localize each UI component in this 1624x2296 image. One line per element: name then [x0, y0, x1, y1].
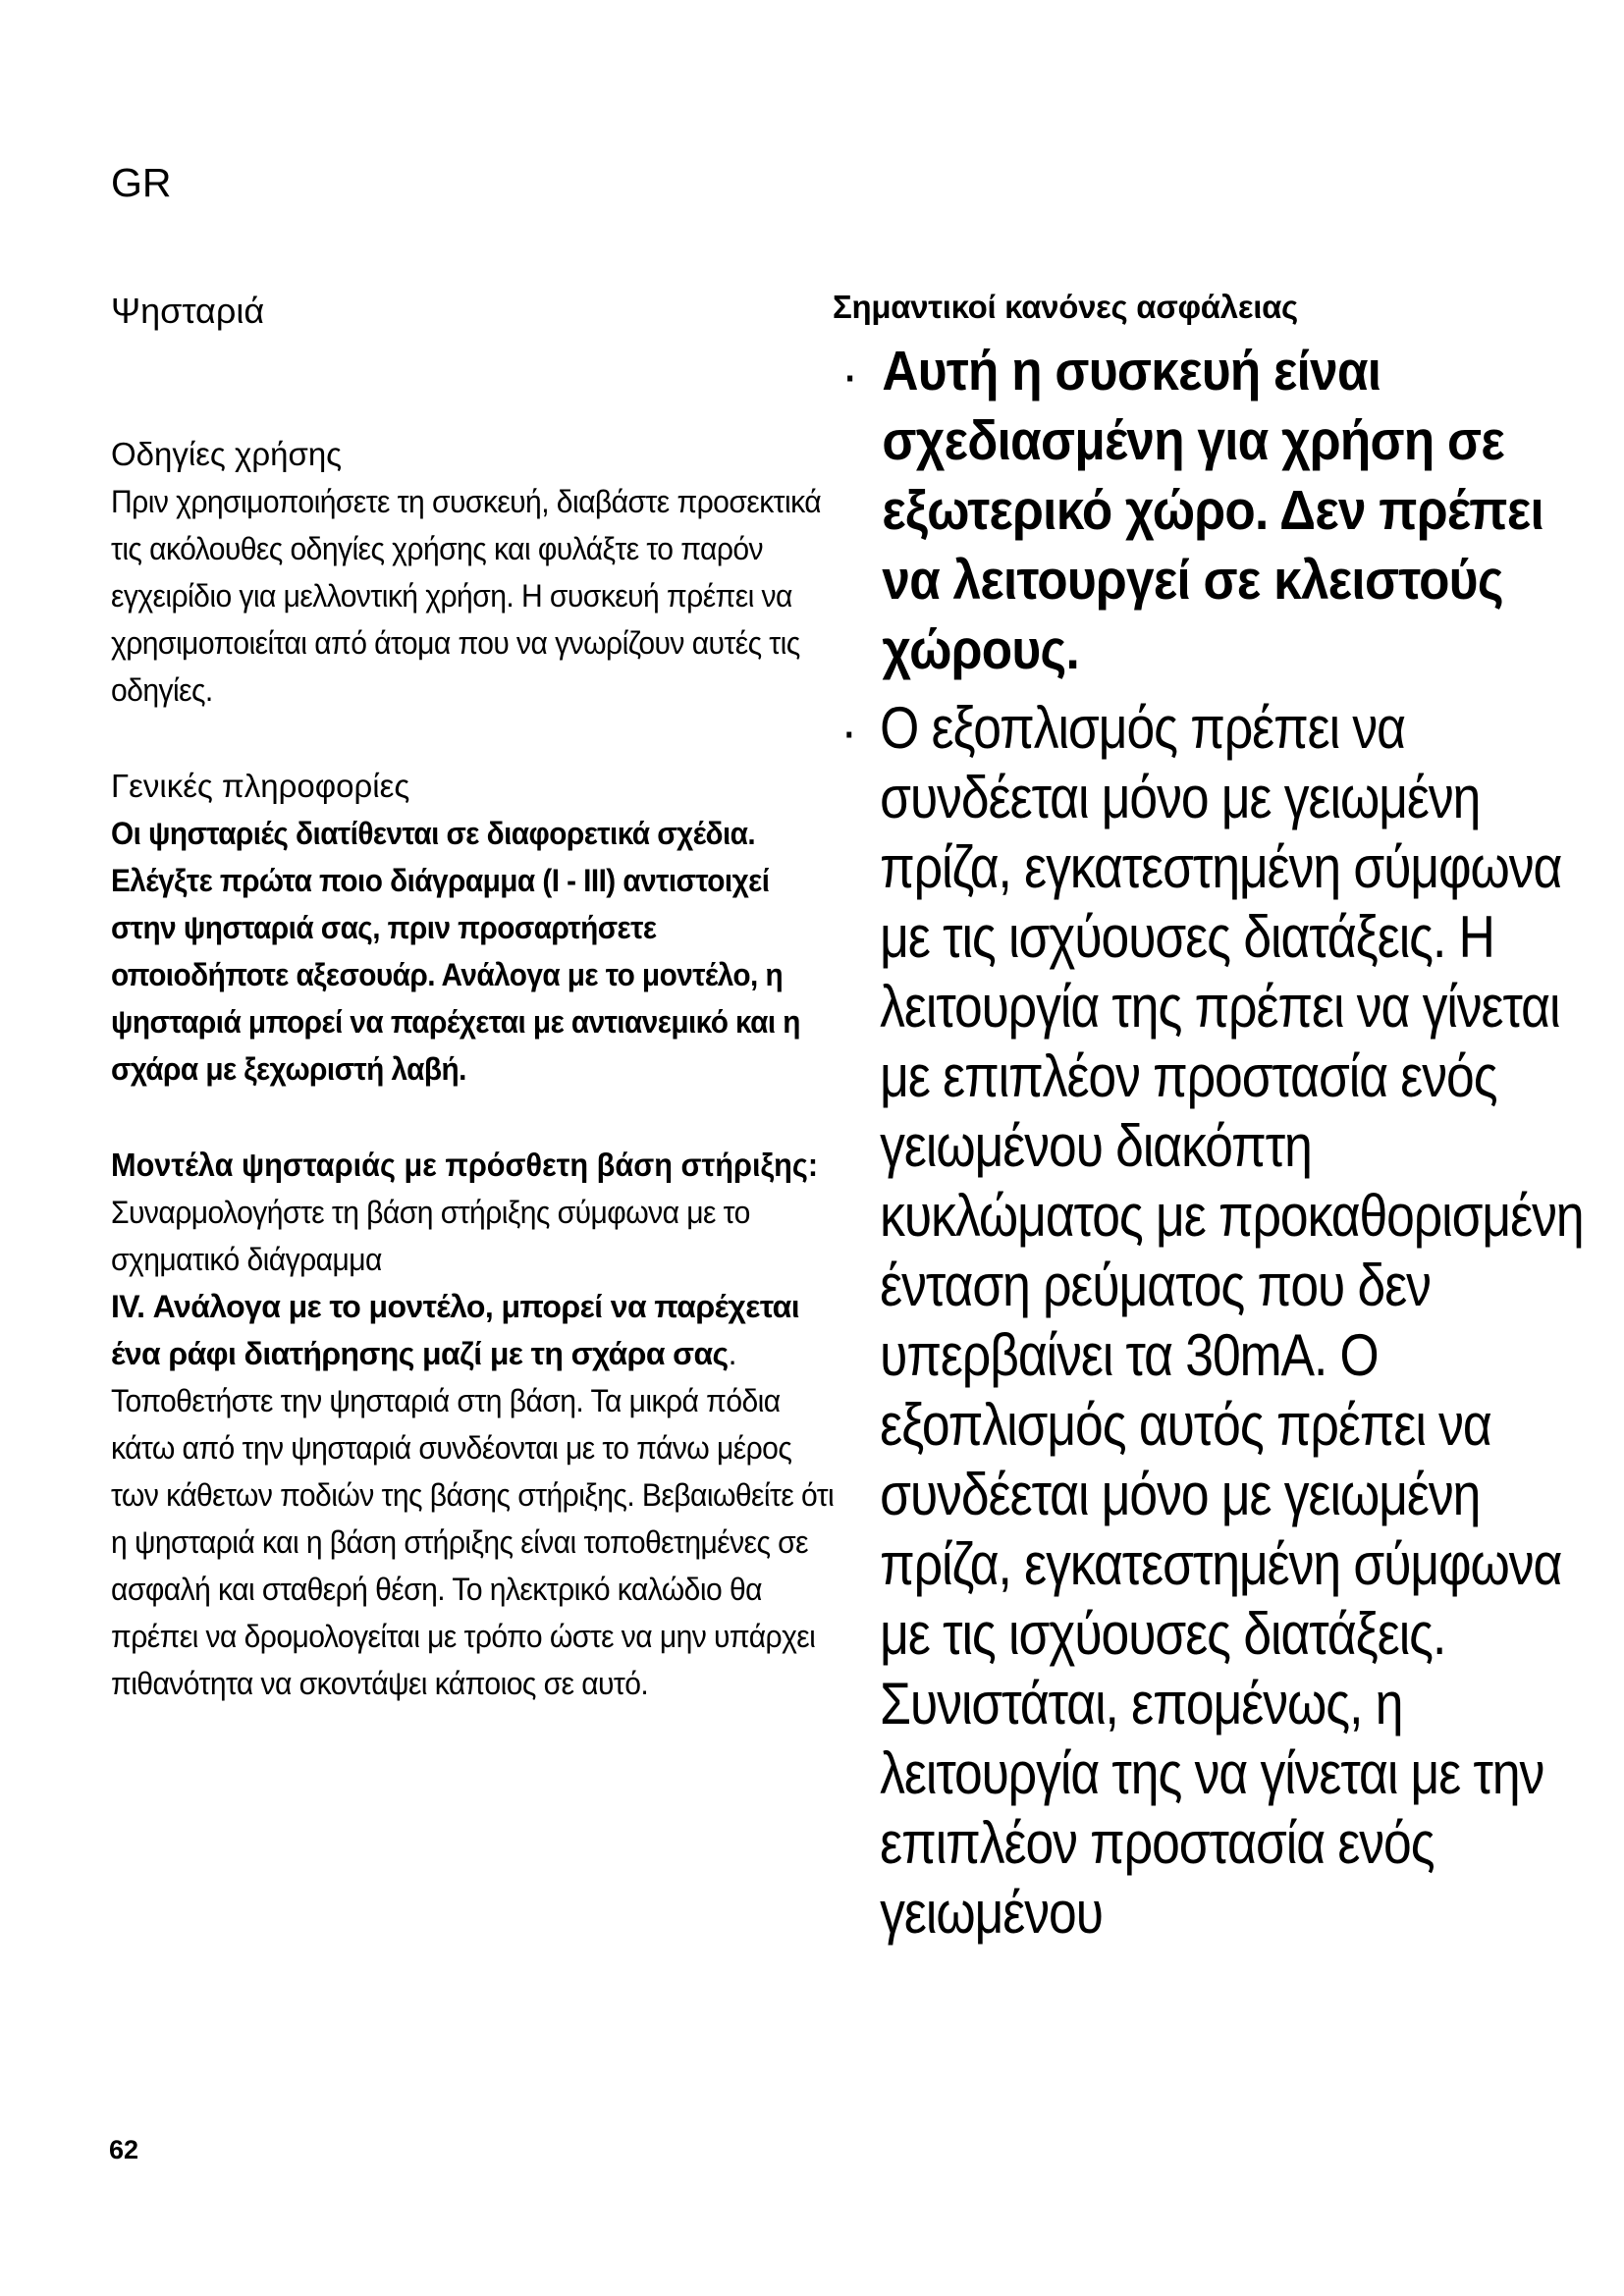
left-column	[111, 290, 838, 1707]
bullet-icon: ·	[844, 714, 855, 757]
general-section	[111, 763, 838, 1093]
bullet-icon: ·	[844, 357, 856, 400]
stand-rack-text	[111, 1283, 838, 1377]
usage-heading: Οδηγίες χρήσης	[111, 436, 343, 473]
right-column	[833, 284, 1584, 1948]
language-code: GR	[111, 160, 172, 205]
stand-models-section	[111, 1142, 838, 1707]
stand-assembly-text: Συναρμολογήστε τη βάση στήριξης σύμφωνα με το σχηματικό διάγραμμα	[111, 1195, 750, 1278]
safety-bullet-grounding-text: Ο εξοπλισμός πρέπει να συνδέεται μόνο με γειωμένη πρίζα, εγκατεστημένη σύμφωνα με τις ισχύουσες διατάξεις. Η λειτουργία της πρέπει να γίνεται με επιπλέον προστασία ενός γειωμένου διακόπτη κυκλώματος με προκαθορισμένη ένταση ρεύματος που δεν υπερβαίνει τα 30mA. Ο εξοπλισμός αυτός πρέπει να συνδέεται μόνο με γειωμένη πρίζα, εγκατεστημένη σύμφωνα με τις ισχύουσες διατάξεις. Συνιστάται, επομένως, η λειτουργία της να γίνεται με την επιπλέον προστασία ενός γειωμένου	[880, 695, 1584, 1946]
stand-placement-text: Τοποθετήστε την ψησταριά στη βάση. Τα μικρά πόδια κάτω από την ψησταριά συνδέονται με το πάνω μέρος των κάθετων ποδιών της βάσης στήριξης. Βεβαιωθείτε ότι η ψησταριά και η βάση στήριξης είναι τοποθετημένες σε ασφαλή και σταθερή θέση. Το ηλεκτρικό καλώδιο θα πρέπει να δρομολογείται με τρόπο ώστε να μην υπάρχει πιθανότητα να σκοντάψει κάποιος σε αυτό.	[111, 1383, 835, 1702]
general-heading: Γενικές πληροφορίες	[111, 768, 410, 805]
usage-section	[111, 431, 838, 714]
safety-bullet-grounding	[833, 693, 1585, 1948]
usage-text: Πριν χρησιμοποιήσετε τη συσκευή, διαβάστε προσεκτικά τις ακόλουθες οδηγίες χρήσης και φυλάξτε το παρόν εγχειρίδιο για μελλοντική χρήση. Η συσκευή πρέπει να χρησιμοποιείται από άτομα που να γνωρίζουν αυτές τις οδηγίες.	[111, 484, 822, 709]
page-number: 62	[109, 2135, 139, 2164]
page-title: Ψησταριά	[111, 291, 265, 331]
general-text: Οι ψησταριές διατίθενται σε διαφορετικά σχέδια. Ελέγξτε πρώτα ποιο διάγραμμα (I - III) αντιστοιχεί στην ψησταριά σας, πριν προσαρτήσετε οποιοδήποτε αξεσουάρ. Ανάλογα με το μοντέλο, η ψησταριά μπορεί να παρέχεται με αντιανεμικό και η σχάρα με ξεχωριστή λαβή.	[111, 816, 800, 1088]
safety-bullet-outdoor-text: Αυτή η συσκευή είναι σχεδιασμένη για χρήση σε εξωτερικό χώρο. Δεν πρέπει να λειτουργεί σε κλειστούς χώρους.	[882, 340, 1544, 681]
stand-rack-tail: .	[728, 1336, 736, 1372]
safety-heading: Σημαντικοί κανόνες ασφάλειας	[833, 289, 1298, 325]
safety-bullet-outdoor	[833, 337, 1589, 685]
stand-models-heading: Μοντέλα ψησταριάς με πρόσθετη βάση στήριξης:	[111, 1147, 819, 1184]
stand-rack-bold: IV. Ανάλογα με το μοντέλο, μπορεί να παρέχεται ένα ράφι διατήρησης μαζί με τη σχάρα σας	[111, 1289, 799, 1372]
